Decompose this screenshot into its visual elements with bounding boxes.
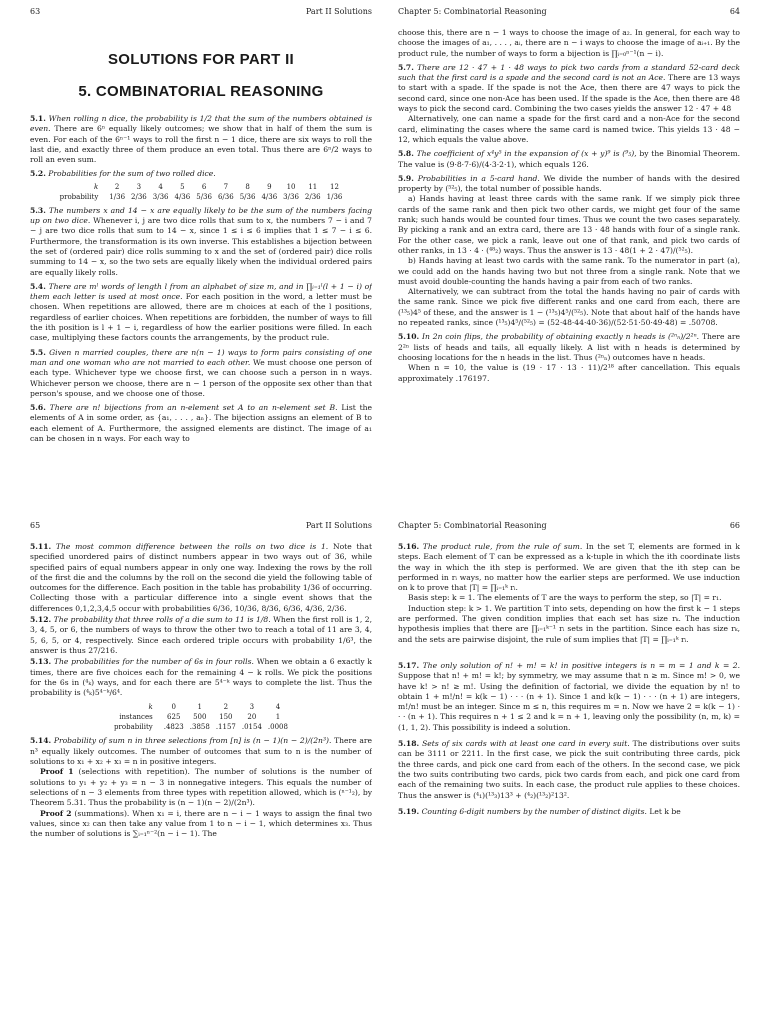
- solution-body: When we obtain a 6 exactly k times, there are five choices each for the remaining 4 − k rolls. We pick the positions for the 6s in (⁴ₖ) ways, and for each there are 5⁴⁻ᵏ ways to complete the list. Thus the probability is (⁴ₖ)5⁴⁻ᵏ/6⁴.: [30, 657, 372, 698]
- solution-5-4: [30, 282, 372, 344]
- page-number: 63: [30, 7, 41, 16]
- solution-5-11: [30, 542, 372, 614]
- page-number: 66: [729, 521, 740, 530]
- page-body: [398, 542, 740, 1024]
- row-label: probability: [59, 192, 99, 201]
- table-row: [111, 712, 291, 722]
- page-63: [30, 0, 372, 510]
- solution-number: 5.12.: [30, 615, 52, 625]
- solution-body: There are 13 ways to start with a spade. If the spade is not the Ace, then there are 47 ways to pick the second card, since one non-Ace has been used. If the spade is the Ace, then there are 48 ways to pick the second card. Combining the two cases yields the answer 12 · 47 + 48: [398, 73, 740, 114]
- page-header: [398, 7, 740, 19]
- solution-5-14: [30, 736, 372, 767]
- table-cell: 150: [219, 713, 233, 722]
- table-cell: 4: [158, 182, 163, 191]
- table-cell: 2/36: [304, 192, 321, 201]
- table-cell: 0: [171, 703, 176, 712]
- solution-5-8: [398, 149, 740, 170]
- solution-5-17: [398, 661, 740, 733]
- table-cell: .3858: [189, 723, 210, 732]
- page-66: [398, 512, 740, 1024]
- table-cell: 5: [180, 182, 185, 191]
- solution-body: Whenever i, j are two dice rolls that sum to x, the numbers 7 − i and 7 − j are two dice rolls that sum to 14 − x, since 1 ≤ i ≤ 6 implies that 1 ≤ 7 − i ≤ 6. Furthermore, the transformation is its own inverse. This establishes a bijection between the set of (ordered pair) dice rolls summing to x and the set of (ordered pair) dice rolls summing to 14 − x, so the two sets are equally likely when the individual ordered pairs are equally likely rolls.: [30, 216, 372, 277]
- sixes-table: [111, 702, 291, 732]
- page-body: [398, 28, 740, 510]
- table-row: [57, 182, 346, 192]
- proof-body: (selections with repetition). The number of solutions is the number of solutions to y₁ + y₂ + y₃ = n − 3 in nonnegative integers. This equals the number of selections of n − 3 elements from three types with repetition allowed, which is (ⁿ⁻¹₂), by Theorem 5.31. Thus the probability is (n − 1)(n − 2)/(2n³).: [30, 767, 372, 808]
- solution-5-6-continued: [398, 28, 740, 59]
- solution-number: 5.7.: [398, 62, 414, 72]
- page-header: [30, 521, 372, 533]
- row-label: instances: [119, 713, 153, 722]
- table-cell: .0154: [241, 723, 262, 732]
- solution-number: 5.16.: [398, 542, 420, 551]
- solution-number: 5.11.: [30, 542, 52, 551]
- table-row: [111, 702, 291, 712]
- solution-5-14-proof-1: [30, 767, 372, 808]
- solution-body: Let k be: [649, 806, 681, 816]
- page-65: [30, 512, 372, 1024]
- table-cell: 2/36: [131, 192, 147, 201]
- solution-body: There are 2²ⁿ lists of heads and tails, all equally likely. A list with n heads is determined by choosing locations for the n heads in the list. Thus (²ⁿₙ) outcomes have n heads.: [398, 332, 740, 362]
- page-body: [30, 28, 372, 510]
- table-cell: .4823: [163, 723, 184, 732]
- solution-statement: The probabilities for the number of 6s in four rolls.: [53, 657, 254, 667]
- solution-5-10: [398, 332, 740, 363]
- proof-body: (summations). When x₁ = i, there are n − i − 1 ways to assign the final two values, since x₂ can then take any value from 1 to n − i − 1, which determines x₃. Thus the number of solutions is ∑ᵢ₌₁ⁿ⁻²(n − i − 1). The: [30, 808, 372, 839]
- solution-statement: There are n! bijections from an n-element set A to an n-element set B.: [49, 403, 338, 413]
- table-cell: 6: [201, 182, 207, 191]
- solution-body: choose this, there are n − 1 ways to choose the image of a₂. In general, for each way to choose the images of a₁, . . . , aᵢ, there are n − i ways to choose the image of aᵢ₊₁. By the product rule, the number of ways to form a bijection is ∏ᵢ₌₀ⁿ⁻¹(n − i).: [398, 28, 740, 58]
- solution-body: List the elements of A in some order, as {a₁, . . . , aₙ}. The bijection assigns an element of B to each element of A. Furthermore, the assigned elements are distinct. The image of a₁ can be chosen in n ways. For each way to: [30, 403, 372, 444]
- solution-statement: Probability of sum n in three selections from [n] is (n − 1)(n − 2)/(2n³).: [53, 736, 332, 746]
- solution-5-12: [30, 615, 372, 656]
- solution-body: Note that specified unordered pairs of distinct numbers appear in two ways out of 36, while specified pairs of equal numbers appear in only one way. Indexing the rows by the roll of the first die and the columns by the roll on the second die yield the following table of outcomes for the difference. Each position in the table has probability 1/36 of occurring. Collecting those with a particular difference into a single event shows that the differences 0,1,2,3,4,5 occur with probabilities 6/36, 10/36, 8/36, 6/36, 4/36, 2/36.: [30, 542, 372, 613]
- solution-number: 5.3.: [30, 205, 46, 215]
- running-head: Chapter 5: Combinatorial Reasoning: [398, 521, 547, 530]
- table-cell: 3: [249, 703, 255, 712]
- table-cell: .1157: [215, 723, 236, 732]
- table-cell: 3/36: [283, 192, 299, 201]
- solution-5-9-part-b: b) Hands having at least two cards with the same rank. To the numerator in part (a), we could add on the hands having two but not three from a single rank. Note that we must avoid double-counting the hands having a pair from each of two ranks.: [398, 256, 740, 286]
- solution-number: 5.18.: [398, 739, 420, 749]
- solution-5-7-alt: Alternatively, one can name a spade for the first card and a non-Ace for the second card, eliminating the cases where the same card is named twice. This yields 13 · 48 − 12, which equals the value above.: [398, 114, 740, 144]
- solution-5-3: [30, 206, 372, 278]
- dice-sum-table: [57, 182, 346, 202]
- solution-5-9-part-a: a) Hands having at least three cards with the same rank. If we simply pick three cards of the same rank and then pick two other cards, we might get four of the same rank; such hands would be counted four times. Thus we count the two cases separately. By picking a rank and an extra card, there are 13 · 48 hands with four of a single rank. For the other case, we pick a rank, leave out one of that rank, and pick two cards of other ranks, in 13 · 4 · (⁴⁸₂) ways. Thus the answer is 13 · 48(1 + 2 · 47)/(⁵²₅).: [398, 194, 740, 255]
- chapter-title: 5. COMBINATORIAL REASONING: [78, 83, 324, 100]
- solution-body: In the set T, elements are formed in k steps. Each element of T can be expressed as a k-tuple in which the ith coordinate lists the way in which the ith step is performed. We are given that the ith step can be performed in rᵢ ways, no matter how the earlier steps are performed. We use induction on k to prove that |T| = ∏ᵢ₌₁ᵏ rᵢ.: [398, 542, 740, 593]
- solution-statement: Given n married couples, there are n(n − 1) ways to form pairs consisting of one man and one woman who are not married to each other.: [30, 347, 372, 367]
- solution-statement: When rolling n dice, the probability is 1/2 that the sum of the numbers obtained is even.: [30, 114, 372, 134]
- page-header: [30, 7, 372, 19]
- solution-statement: Probabilities for the sum of two rolled dice.: [48, 169, 216, 179]
- solution-statement: Probabilities in a 5-card hand.: [417, 173, 540, 183]
- table-cell: 2: [114, 182, 120, 191]
- table-cell: 1: [275, 713, 281, 722]
- solution-body: There are 6ⁿ equally likely outcomes; we show that in half of them the sum is even. For each of the 6ⁿ⁻¹ ways to roll the first n − 1 dice, there are six ways to roll the last die, and exactly three of them produce an even total. Thus there are 6ⁿ/2 ways to roll an even sum.: [30, 124, 372, 165]
- table-row: [57, 192, 346, 202]
- solution-5-14-proof-2: [30, 809, 372, 840]
- solution-number: 5.9.: [398, 173, 414, 183]
- solution-body: The distributions over suits can be 3111 or 2211. In the first case, we pick the suit contributing three cards, pick the three cards, and pick one card from each of the others. In the second case, we pick the two suits contributing two cards, pick two cards from each, and pick one card from each of the remaining two suits. In each case, the product rule applies to these choices. Thus the answer is (⁴₁)(¹³₃)13³ + (⁴₂)(¹³₂)²13².: [398, 739, 740, 800]
- solution-statement: Counting 6-digit numbers by the number of distinct digits.: [421, 806, 647, 816]
- solution-statement: In 2n coin flips, the probability of obtaining exactly n heads is (²ⁿₙ)/2²ⁿ.: [422, 332, 700, 342]
- table-cell: 1/36: [109, 192, 126, 201]
- table-cell: 12: [330, 182, 339, 191]
- solution-statement: The coefficient of x⁴y⁵ in the expansion of (x + y)⁹ is (⁹₅),: [416, 149, 637, 159]
- solution-5-1: [30, 114, 372, 165]
- solution-body: Suppose that n! + m! = k!; by symmetry, we may assume that n ≥ m. Since m! > 0, we have k! > n! ≥ m!. Using the definition of factorial, we divide the equation by n! to obtain 1 + m!/n! = k(k − 1) · · · (n + 1). Since 1 and k(k − 1) · · · (n + 1) are integers, m!/n! must be an integer. Since m ≤ n, this requires m = n. Now we have 2 = k(k − 1) · · · (n + 1). This requires n + 1 ≤ 2 and k = n + 1, leaving only the possibility (n, m, k) = (1, 1, 2). This possibility is indeed a solution.: [398, 671, 740, 732]
- solution-5-10-cont: When n = 10, the value is (19 · 17 · 13 · 11)/2¹⁸ after cancellation. This equals approximately .176197.: [398, 363, 740, 383]
- spacer: [398, 651, 740, 661]
- table-cell: 8: [245, 182, 250, 191]
- solution-body: There are n³ equally likely outcomes. The number of outcomes that sum to n is the number of solutions to x₁ + x₂ + x₃ = n in positive integers.: [30, 736, 372, 767]
- solution-statement: The most common difference between the rolls on two dice is 1.: [55, 542, 329, 551]
- table-cell: 5/36: [239, 192, 256, 201]
- table-cell: 1: [197, 703, 203, 712]
- solution-statement: The numbers x and 14 − x are equally likely to be the sum of the numbers facing up on two dice.: [30, 205, 372, 226]
- solution-number: 5.4.: [30, 281, 46, 291]
- table-cell: 10: [286, 182, 296, 191]
- running-head: Part II Solutions: [305, 7, 372, 16]
- solution-5-9-alt: Alternatively, we can subtract from the total the hands having no pair of cards with the same rank. Since we pick five different ranks and one card from each, there are (¹³₅)4⁵ of these, and the answer is 1 − (¹³₅)4⁵/(⁵²₅). Note that about half of the hands have no repeated ranks, since (¹³₅)4⁵/(⁵²₅) = (52·48·44·40·36)/(52·51·50·49·48) = .50708.: [398, 287, 740, 328]
- table-cell: 11: [308, 182, 318, 191]
- row-label: probability: [114, 723, 153, 732]
- solution-number: 5.19.: [398, 806, 420, 816]
- table-cell: 20: [247, 713, 257, 722]
- page-64: [398, 0, 740, 510]
- table-cell: 5/36: [196, 192, 212, 201]
- solution-body: We must choose one person of each type. Whichever type we choose first, we can choose such a person in n ways. Whichever person we choose, there are n − 1 person of the opposite sex other than that person's spouse, and we choose one of those.: [30, 357, 372, 398]
- table-cell: 9: [267, 182, 272, 191]
- proof-label: Proof 2: [40, 808, 72, 818]
- solution-statement: There are 12 · 47 + 1 · 48 ways to pick two cards from a standard 52-card deck such that the first card is a spade and the second card is not an Ace.: [398, 62, 740, 83]
- solution-5-16: [398, 542, 740, 593]
- solution-number: 5.1.: [30, 114, 46, 123]
- solution-5-16-basis: Basis step: k = 1. The elements of T are the ways to perform the step, so |T| = r₁.: [408, 593, 722, 603]
- solution-5-5: [30, 348, 372, 399]
- solution-5-16-induction: Induction step: k > 1. We partition T into sets, depending on how the first k − 1 steps are performed. The given condition implies that each set has size rₖ. The induction hypothesis implies that there are ∏ᵢ₌₁ᵏ⁻¹ rᵢ sets in the partition. Since each has size rₖ, and the sets are pairwise disjoint, the rule of sum implies that |T| = ∏ᵢ₌₁ᵏ rᵢ.: [398, 603, 740, 644]
- solution-number: 5.2.: [30, 169, 46, 179]
- solution-statement: The probability that three rolls of a die sum to 11 is 1/8.: [53, 615, 271, 625]
- solution-number: 5.13.: [30, 657, 52, 667]
- solution-5-13: [30, 657, 372, 698]
- solution-statement: The product rule, from the rule of sum.: [422, 542, 583, 551]
- table-cell: 3: [136, 182, 142, 191]
- solution-body: by the Binomial Theorem. The value is (9·8·7·6)/(4·3·2·1), which equals 126.: [398, 149, 740, 169]
- running-head: Chapter 5: Combinatorial Reasoning: [398, 7, 547, 16]
- page-body: [30, 542, 372, 1024]
- solution-5-2: [30, 169, 372, 179]
- table-cell: 3/36: [152, 192, 169, 201]
- page-number: 65: [30, 521, 41, 530]
- solution-body: We divide the number of hands with the desired property by (⁵²₅), the total number of possible hands.: [398, 173, 740, 194]
- solution-number: 5.17.: [398, 660, 420, 670]
- table-cell: .0008: [267, 723, 288, 732]
- table-cell: 1/36: [326, 192, 343, 201]
- solution-5-9: [398, 174, 740, 195]
- proof-label: Proof 1: [40, 767, 74, 777]
- table-cell: 4/36: [261, 192, 278, 201]
- solution-body: When the first roll is 1, 2, 3, 4, 5, or 6, the numbers of ways to throw the other two to reach a total of 11 are 3, 4, 5, 6, 5, or 4, respectively. Since each ordered triple occurs with probability 1/6³, the answer is thus 27/216.: [30, 615, 372, 655]
- solution-5-7: [398, 63, 740, 114]
- solution-number: 5.14.: [30, 736, 52, 746]
- solution-statement: The only solution of n! + m! = k! in positive integers is n = m = 1 and k = 2.: [422, 660, 740, 670]
- solution-5-18: [398, 739, 740, 801]
- solution-number: 5.6.: [30, 403, 46, 413]
- row-label: k: [148, 703, 153, 712]
- part-title: SOLUTIONS FOR PART II: [107, 51, 295, 68]
- table-cell: 625: [167, 713, 181, 722]
- solution-statement: Sets of six cards with at least one card in every suit.: [422, 739, 630, 749]
- solution-5-6: [30, 403, 372, 444]
- solution-number: 5.5.: [30, 347, 46, 357]
- row-label: k: [94, 182, 99, 191]
- table-cell: 4/36: [174, 192, 191, 201]
- solution-number: 5.8.: [398, 149, 414, 159]
- table-cell: 500: [193, 713, 207, 722]
- solution-body: For each position in the word, a letter must be chosen. When repetitions are allowed, there are m choices at each of the l positions, regardless of earlier choices. When repetitions are forbidden, the number of ways to fill the ith position is l + 1 − i, regardless of how the earlier positions were filled. In each case, multiplying these factors counts the arrangements, by the product rule.: [30, 292, 372, 343]
- table-row: [111, 722, 291, 732]
- page-header: [398, 521, 740, 533]
- table-cell: 6/36: [217, 192, 234, 201]
- table-cell: 4: [275, 703, 281, 712]
- solution-number: 5.10.: [398, 332, 420, 342]
- solution-5-19: [398, 807, 740, 817]
- table-cell: 7: [223, 182, 229, 191]
- running-head: Part II Solutions: [305, 521, 372, 530]
- table-cell: 2: [223, 703, 229, 712]
- solution-statement: There are mˡ words of length l from an alphabet of size m, and in ∏ᵢ₌₁ˡ(l + 1 − i) of them each letter is used at most once.: [30, 281, 372, 302]
- page-number: 64: [729, 7, 740, 16]
